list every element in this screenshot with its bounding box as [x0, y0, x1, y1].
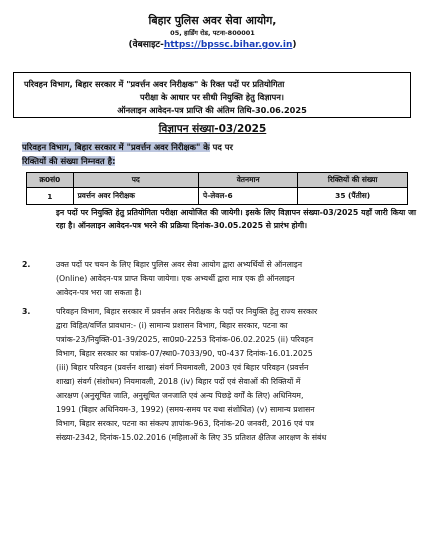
notice-line-3: ऑनलाइन आवेदन-पत्र प्राप्ति की अंतिम तिथि-30.06.2025 [117, 105, 307, 115]
paragraph-exam-info: इन पदों पर नियुक्ति हेतु प्रतियोगिता परीक्षा आयोजित की जायेगी। इसके लिए विज्ञापन संख्या-03/2025 यहाँ जारी किया जा रहा है। ऑनलाइन आवेदन-पत्र भरने की प्रक्रिया दिनांक-30.05.2025 से प्रारंभ होगी। [56, 208, 416, 230]
website-prefix: (वेबसाइट- [128, 40, 164, 50]
letterhead [0, 14, 425, 51]
cell-serial: 1 [27, 188, 74, 205]
col-vacancies: रिक्तियों की संख्या [298, 173, 408, 188]
clause-number: 3. [22, 307, 31, 316]
clause-line: विभाग, बिहार सरकार का पत्रांक-07/स्था0-7033/90, प0-437 दिनांक-16.01.2025 [56, 349, 313, 358]
vacancy-table-header [27, 173, 408, 188]
clause-line: आवेदन-पत्र भरा जा सकता है। [56, 288, 142, 297]
clause-text [56, 258, 416, 300]
intro-text [22, 140, 414, 168]
clause-line: संख्या-2342, दिनांक-15.02.2016 (महिलाओं के लिए 35 प्रतिशत क्षैतिज आरक्षण के संबंध [56, 433, 327, 442]
clause-line: शाखा) संवर्ग (संशोधन) नियमावली, 2018 (iv) बिहार पदों एवं सेवाओं की रिक्तियों में [56, 377, 301, 386]
intro-rest: पद पर [209, 142, 233, 152]
clause-line: द्वारा विहित/वर्णित प्रावधान:- (i) सामान्य प्रशासन विभाग, बिहार सरकार, पटना का [56, 321, 288, 330]
clause-line: (iii) बिहार परिवहन (प्रवर्त्तन शाखा) संवर्ग नियमावली, 2003 एवं बिहार परिवहन (प्रवर्त्तन [56, 363, 309, 372]
clause-line: परिवहन विभाग, बिहार सरकार में प्रवर्त्तन अवर निरीक्षक के पदों पर नियुक्ति हेतु राज्य सरकार [56, 307, 318, 316]
website-suffix: ) [292, 40, 297, 50]
col-pay-level: वेतनमान [199, 173, 298, 188]
clause-line: उक्त पदों पर चयन के लिए बिहार पुलिस अवर सेवा आयोग द्वारा अभ्यर्थियों से ऑनलाइन [56, 260, 303, 269]
advertisement-number: विज्ञापन संख्या-03/2025 [158, 123, 267, 135]
org-name: बिहार पुलिस अवर सेवा आयोग, [148, 14, 277, 27]
clause-text [56, 305, 416, 445]
table-row [27, 188, 408, 205]
clause-line: आरक्षण (अनुसूचित जाति, अनुसूचित जनजाति एवं अन्य पिछड़े वर्गों के लिए) अधिनियम, [56, 391, 304, 400]
website-link[interactable]: https://bpssc.bihar.gov.in [163, 40, 293, 50]
intro-line-2: रिक्तियों की संख्या निम्नवत है: [22, 156, 116, 166]
cell-pay-level: पे-लेवल-6 [199, 188, 298, 205]
vacancy-table [26, 172, 408, 205]
clause-line: पत्रांक-23/नियुक्ति-01-39/2025, सा0प्र0-2253 दिनांक-06.02.2025 (ii) परिवहन [56, 335, 314, 344]
clause-number: 2. [22, 260, 31, 269]
website-line [0, 39, 425, 51]
cell-vacancies: 35 (पैंतीस) [298, 188, 408, 205]
clause-line: (Online) आवेदन-पत्र प्राप्त किया जायेगा। एक अभ्यर्थी द्वारा मात्र एक ही ऑनलाइन [56, 274, 295, 283]
col-serial: क्र0सं0 [27, 173, 74, 188]
col-post: पद [73, 173, 198, 188]
intro-highlight: परिवहन विभाग, बिहार सरकार में "प्रवर्त्तन अवर निरीक्षक" के [22, 142, 210, 152]
cell-post: प्रवर्त्तन अवर निरीक्षक [73, 188, 198, 205]
notice-line-2: परीक्षा के आधार पर सीधी नियुक्ति हेतु विज्ञापन। [140, 92, 284, 102]
clause-line: 1991 (बिहार अधिनियम-3, 1992) (समय-समय पर यथा संशोधित) (v) सामान्य प्रशासन [56, 405, 315, 414]
clause-line: विभाग, बिहार सरकार, पटना का संकल्प ज्ञापांक-963, दिनांक-20 जनवरी, 2016 एवं पत्र [56, 419, 314, 428]
notice-summary-box [13, 72, 411, 118]
org-address: 05, हार्डिंग रोड, पटना-800001 [170, 29, 255, 37]
notice-line-1: परिवहन विभाग, बिहार सरकार में "प्रवर्त्तन अवर निरीक्षक" के रिक्त पदों पर प्रतियोगिता [24, 79, 285, 89]
